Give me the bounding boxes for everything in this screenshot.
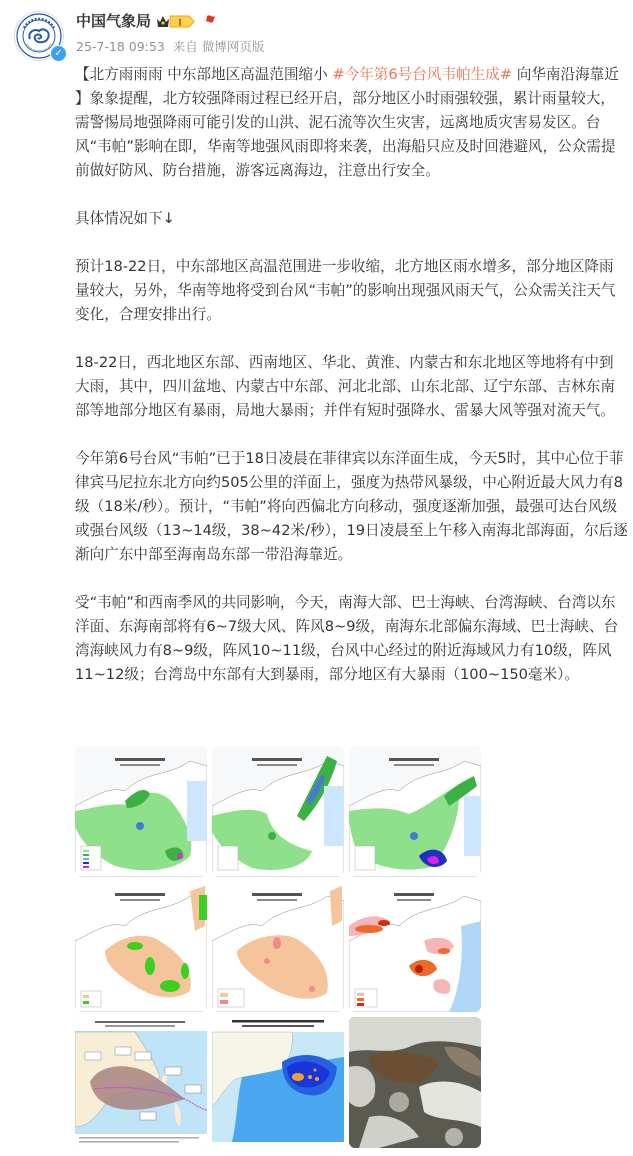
image-thumbnail-typhoon-track-map[interactable]: [75, 1017, 207, 1148]
post-paragraph-rain: 18-22日，西北地区东部、西南地区、华北、黄淮、内蒙古和东北地区等地将有中到大雨，其中，四川盆地、内蒙古中东部、河北北部、山东北部、辽宁东部、吉林东南部等地部分地区有暴雨，局地大暴雨；并伴有短时强降水、雷暴大风等强对流天气。: [75, 354, 615, 419]
hashtag-link[interactable]: #今年第6号台风韦帕生成#: [332, 66, 513, 83]
post-header: [0, 0, 633, 62]
image-thumbnail-rain-map-2[interactable]: [212, 746, 344, 877]
red-flag-icon: [202, 13, 216, 29]
post-timestamp[interactable]: 25-7-18 09:53: [76, 39, 165, 54]
post-body: [75, 63, 628, 711]
image-thumbnail-rain-map-1[interactable]: [75, 746, 207, 877]
image-thumbnail-typhoon-wind-map[interactable]: [212, 1017, 344, 1148]
crown-level-badge-icon[interactable]: [156, 14, 196, 29]
post-meta: [76, 38, 264, 56]
image-grid: [75, 746, 481, 1148]
image-thumbnail-satellite-image[interactable]: [349, 1017, 481, 1148]
post-paragraph-intro: [75, 63, 628, 183]
account-name[interactable]: 中国气象局: [76, 12, 152, 30]
image-thumbnail-rain-map-3[interactable]: [349, 746, 481, 877]
intro-text-rest: 向华南沿海靠近 】象象提醒，北方较强降雨过程已经开启，部分地区小时雨强较强，累计雨量较大，需警惕局地强降雨可能引发的山洪、泥石流等次生灾害，远离地质灾害易发区。台风“韦帕”影响在即，华南等地强风雨即将来袭，出海船只应及时回港避风，公众需提前做好防风、防台措施，游客远离海边，注意出行安全。: [75, 66, 619, 179]
post-source[interactable]: 微博网页版: [201, 39, 265, 54]
verified-v-icon: ✓: [50, 45, 67, 62]
post-paragraph-wind: 受“韦帕”和西南季风的共同影响，今天，南海大部、巴士海峡、台湾海峡、台湾以东洋面、东海南部将有6~7级大风、阵风8~9级，南海东北部偏东海域、巴士海峡、台湾海峡风力有8~9级，阵风10~11级，台风中心经过的附近海域风力有10级，阵风11~12级；台湾岛中东部有大到暴雨，部分地区有大暴雨（100~150毫米）。: [75, 594, 619, 683]
post-paragraph-details-lead: 具体情况如下↓: [75, 210, 175, 227]
image-thumbnail-convective-map-1[interactable]: [75, 881, 207, 1012]
source-prefix: 来自: [172, 39, 198, 54]
intro-text-start: 【北方雨雨雨 中东部地区高温范围缩小: [75, 66, 333, 83]
post-paragraph-forecast: 预计18-22日，中东部地区高温范围进一步收缩，北方地区雨水增多，部分地区降雨量较大，另外，华南等地将受到台风“韦帕”的影响出现强风雨天气，公众需关注天气变化，合理安排出行。: [75, 258, 616, 323]
image-thumbnail-convective-map-2[interactable]: [212, 881, 344, 1012]
post-paragraph-typhoon: 今年第6号台风“韦帕”已于18日凌晨在菲律宾以东洋面生成，今天5时，其中心位于菲律宾马尼拉东北方向约505公里的洋面上，强度为热带风暴级，中心附近最大风力有8级（18米/秒）。预计，“韦帕”将向西偏北方向移动，强度逐渐加强，最强可达台风级或强台风级（13~14级，38~42米/秒），19日凌晨至上午移入南海北部海面，尔后逐渐向广东中部至海南岛东部一带沿海靠近。: [75, 450, 628, 563]
badge-level: I: [178, 17, 182, 28]
image-thumbnail-heat-map[interactable]: [349, 881, 481, 1012]
